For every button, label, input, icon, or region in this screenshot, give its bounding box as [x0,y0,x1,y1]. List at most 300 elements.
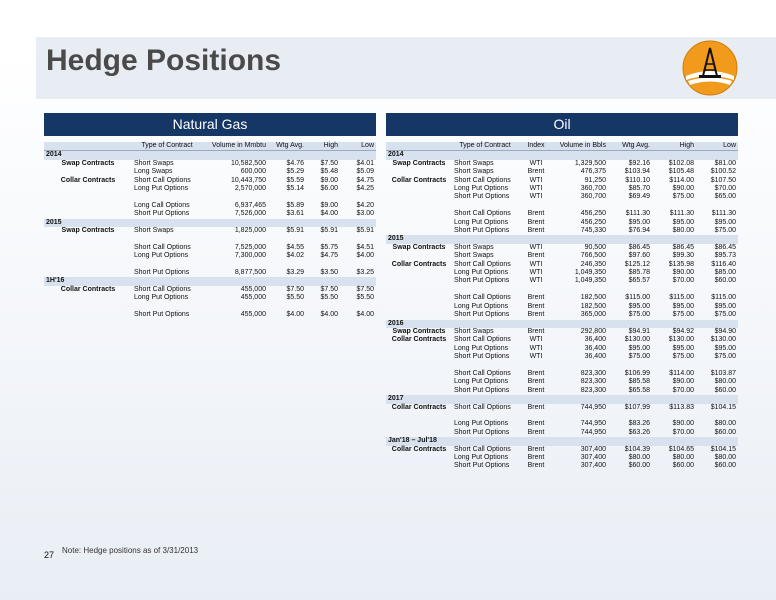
low-cell: $75.00 [714,311,736,319]
high-cell: $75.00 [672,353,694,361]
table-row [386,303,738,311]
contract-category [386,294,452,302]
year-row [386,395,738,403]
weighted-average-cell: $75.00 [628,311,650,319]
volume-cell: 455,000 [240,311,266,319]
high-cell: $90.00 [672,420,694,428]
high-cell: $99.30 [672,252,694,260]
contract-type: Short Call Options [454,403,511,411]
table-row [44,252,376,260]
weighted-average-cell: $5.14 [286,185,304,193]
column-header: Type of Contract [132,142,202,151]
table-row [386,387,738,395]
high-cell: $95.00 [672,344,694,352]
high-cell: $95.00 [672,218,694,226]
high-cell: $4.00 [320,210,338,218]
natural-gas-table [44,142,376,319]
weighted-average-cell: $3.29 [286,269,304,277]
index-cell: Brent [527,428,545,436]
volume-cell: 455,000 [240,294,266,302]
high-cell: $4.00 [320,311,338,319]
weighted-average-cell: $63.26 [628,428,650,436]
weighted-average-cell: $5.91 [286,227,304,235]
contract-category [386,462,452,470]
contract-category [44,311,132,319]
low-cell: $75.00 [714,227,736,235]
volume-cell: 365,000 [580,311,606,319]
volume-cell: 2,570,000 [234,185,266,193]
table-row [386,336,738,344]
column-header: Low [340,142,376,151]
low-cell: $4.00 [356,311,374,319]
contract-category [386,370,452,378]
table-row [44,286,376,294]
low-cell: $116.40 [711,260,736,268]
contract-type: Long Put Options [454,269,509,277]
volume-cell: 182,500 [580,302,606,310]
contract-type: Short Swaps [454,252,494,260]
low-cell: $4.25 [356,185,374,193]
high-cell: $7.50 [320,285,338,293]
year-row [44,151,376,160]
low-cell: $80.00 [714,453,736,461]
high-cell: $114.00 [669,369,694,377]
contract-type: Long Put Options [454,453,509,461]
contract-type: Long Put Options [454,218,509,226]
year-row [386,320,738,328]
table-row [386,177,738,185]
weighted-average-cell: $83.26 [628,420,650,428]
contract-type: Short Call Options [454,176,511,184]
volume-cell: 8,877,500 [234,269,266,277]
year-row [386,235,738,243]
column-header: Low [696,142,738,151]
spacer-row [386,362,738,370]
contract-category [386,168,452,176]
weighted-average-cell: $95.00 [628,344,650,352]
weighted-average-cell: $75.00 [628,353,650,361]
high-cell: $70.00 [672,386,694,394]
index-cell: Brent [527,218,545,226]
high-cell: $102.08 [668,159,694,167]
weighted-average-cell: $104.39 [624,445,650,453]
column-header: Volume in Mmbtu [202,142,268,151]
index-cell: WTI [529,185,543,193]
weighted-average-cell: $107.99 [624,403,650,411]
contract-category: Collar Contracts [391,176,447,184]
volume-cell: 36,400 [584,353,606,361]
table-row [386,328,738,336]
weighted-average-cell: $86.45 [628,243,650,251]
index-cell: Brent [527,210,545,218]
volume-cell: 1,049,350 [574,277,606,285]
contract-type: Short Put Options [134,269,190,277]
contract-category [386,185,452,193]
oil-table [386,142,738,471]
index-cell: Brent [527,294,545,302]
table-row [386,462,738,470]
table-row [386,168,738,176]
weighted-average-cell: $115.00 [625,294,650,302]
spacer-row [44,193,376,201]
low-cell: $5.50 [356,294,374,302]
weighted-average-cell: $130.00 [624,336,650,344]
contract-category: Collar Contracts [391,336,447,344]
low-cell: $86.45 [714,243,736,251]
weighted-average-cell: $106.99 [624,369,650,377]
weighted-average-cell: $4.76 [286,159,304,167]
contract-category [44,252,132,260]
contract-category [44,185,132,193]
index-cell: WTI [529,277,543,285]
high-cell: $70.00 [672,428,694,436]
low-cell: $81.00 [714,159,736,167]
contract-type: Short Call Options [454,260,511,268]
weighted-average-cell: $103.94 [624,168,650,176]
volume-cell: 10,443,750 [230,176,266,184]
low-cell: $94.90 [714,327,736,335]
low-cell: $70.00 [714,185,736,193]
volume-cell: 456,250 [580,210,606,218]
table-row [386,193,738,201]
volume-cell: 455,000 [240,285,266,293]
weighted-average-cell: $69.49 [628,193,650,201]
contract-type: Short Call Options [454,294,511,302]
high-cell: $80.00 [672,227,694,235]
low-cell: $130.00 [710,336,736,344]
high-cell: $90.00 [672,378,694,386]
contract-category [386,311,452,319]
index-cell: Brent [527,403,545,411]
volume-cell: 823,300 [580,369,606,377]
high-cell: $114.00 [669,176,694,184]
weighted-average-cell: $111.30 [625,210,650,218]
table-row [386,252,738,260]
column-category [386,142,452,151]
table-row [44,210,376,218]
volume-cell: 476,375 [580,168,606,176]
volume-cell: 7,526,000 [234,210,266,218]
column-header: High [652,142,696,151]
index-cell: Brent [527,369,545,377]
low-cell: $5.09 [356,168,374,176]
contract-category [386,252,452,260]
contract-category: Swap Contracts [392,327,446,335]
index-cell: WTI [529,344,543,352]
spacer-cell [44,235,376,243]
spacer-row [386,202,738,210]
table-row [44,311,376,319]
volume-cell: 307,400 [580,453,606,461]
table-row [386,269,738,277]
table-row [386,420,738,428]
volume-cell: 307,400 [580,462,606,470]
spacer-cell [44,261,376,269]
volume-cell: 823,300 [580,378,606,386]
table-row [386,185,738,193]
weighted-average-cell: $85.70 [628,185,650,193]
index-cell: Brent [527,445,545,453]
contract-type: Short Put Options [454,353,510,361]
contract-type: Short Put Options [454,227,510,235]
table-row [386,353,738,361]
weighted-average-cell: $5.89 [286,201,304,209]
index-cell: WTI [529,269,543,277]
high-cell: $9.00 [320,201,338,209]
contract-type: Short Call Options [454,369,511,377]
contract-category [386,345,452,353]
volume-cell: 36,400 [584,336,606,344]
index-cell: WTI [529,336,543,344]
contract-category: Collar Contracts [60,176,116,184]
year-label: 2014 [386,151,738,160]
volume-cell: 744,950 [580,428,606,436]
index-cell: Brent [527,311,545,319]
column-header: Wtg Avg. [268,142,306,151]
volume-cell: 246,350 [580,260,606,268]
low-cell: $95.73 [714,252,736,260]
low-cell: $107.50 [710,176,736,184]
table-row [386,429,738,437]
low-cell: $85.00 [714,269,736,277]
contract-category [386,353,452,361]
table-row [386,370,738,378]
low-cell: $115.00 [711,294,736,302]
spacer-row [44,235,376,243]
low-cell: $111.30 [711,210,736,218]
contract-category [44,244,132,252]
contract-type: Long Put Options [134,252,189,260]
contract-category [386,387,452,395]
weighted-average-cell: $65.57 [628,277,650,285]
volume-cell: 182,500 [580,294,606,302]
volume-cell: 745,330 [580,227,606,235]
table-row [386,311,738,319]
weighted-average-cell: $4.00 [286,311,304,319]
weighted-average-cell: $85.58 [628,378,650,386]
high-cell: $60.00 [672,462,694,470]
low-cell: $80.00 [714,378,736,386]
contract-type: Short Put Options [454,428,510,436]
contract-type: Short Call Options [134,176,191,184]
index-cell: Brent [527,302,545,310]
volume-cell: 36,400 [584,344,606,352]
high-cell: $104.65 [668,445,694,453]
table-row [386,277,738,285]
contract-type: Short Swaps [454,327,494,335]
table-row [386,294,738,302]
table-row [44,202,376,210]
contract-type: Short Call Options [454,445,511,453]
table-row [44,244,376,252]
table-row [44,269,376,277]
year-label: 2016 [386,320,738,328]
contract-category: Collar Contracts [391,403,447,411]
weighted-average-cell: $110.10 [625,176,650,184]
contract-type: Short Put Options [454,193,510,201]
table-row [44,177,376,185]
contract-type: Long Put Options [454,185,509,193]
low-cell: $4.20 [356,201,374,209]
spacer-cell [386,286,738,294]
table-row [386,404,738,412]
volume-cell: 456,250 [580,218,606,226]
weighted-average-cell: $95.00 [628,302,650,310]
weighted-average-cell: $60.00 [628,462,650,470]
contract-type: Long Put Options [134,185,189,193]
low-cell: $3.00 [356,210,374,218]
contract-type: Short Put Options [134,210,190,218]
contract-category [386,277,452,285]
contract-type: Short Swaps [454,168,494,176]
volume-cell: 766,500 [580,252,606,260]
contract-type: Long Put Options [454,344,509,352]
low-cell: $60.00 [714,462,736,470]
low-cell: $4.00 [356,252,374,260]
volume-cell: 6,937,465 [234,201,266,209]
index-cell: Brent [527,252,545,260]
contract-type: Short Swaps [454,243,494,251]
spacer-cell [386,202,738,210]
contract-category: Swap Contracts [61,159,115,167]
index-cell: Brent [527,168,545,176]
weighted-average-cell: $95.00 [628,218,650,226]
volume-cell: 7,525,000 [234,243,266,251]
index-cell: WTI [529,260,543,268]
contract-type: Short Swaps [134,227,174,235]
low-cell: $4.75 [356,176,374,184]
year-label: 1H'16 [44,277,376,285]
weighted-average-cell: $4.02 [286,252,304,260]
contract-category [386,420,452,428]
low-cell: $75.00 [714,353,736,361]
column-header: Wtg Avg. [608,142,652,151]
weighted-average-cell: $80.00 [628,453,650,461]
index-cell: Brent [527,327,545,335]
low-cell: $95.00 [714,344,736,352]
contract-category [386,219,452,227]
low-cell: $95.00 [714,218,736,226]
contract-type: Short Put Options [134,311,190,319]
contract-category [44,210,132,218]
volume-cell: 307,400 [580,445,606,453]
year-label: 2015 [386,235,738,243]
spacer-cell [44,193,376,201]
table-row [386,227,738,235]
contract-type: Long Call Options [134,201,190,209]
contract-category [386,378,452,386]
volume-cell: 360,700 [580,193,606,201]
high-cell: $113.83 [669,403,694,411]
volume-cell: 1,825,000 [234,227,266,235]
spacer-row [44,261,376,269]
volume-cell: 744,950 [580,420,606,428]
weighted-average-cell: $76.94 [628,227,650,235]
spacer-row [44,303,376,311]
low-cell: $60.00 [714,386,736,394]
volume-cell: 91,250 [584,176,606,184]
low-cell: $60.00 [714,428,736,436]
table-row [44,160,376,168]
contract-type: Short Put Options [454,386,510,394]
spacer-cell [386,412,738,420]
column-header: Volume in Bbls [554,142,608,151]
weighted-average-cell: $92.16 [628,159,650,167]
low-cell: $80.00 [714,420,736,428]
high-cell: $111.30 [669,210,694,218]
volume-cell: 1,049,350 [574,269,606,277]
year-row [386,437,738,445]
contract-category [386,269,452,277]
high-cell: $135.98 [668,260,694,268]
high-cell: $95.00 [672,302,694,310]
high-cell: $130.00 [668,336,694,344]
table-row [44,168,376,176]
high-cell: $90.00 [672,185,694,193]
index-cell: Brent [527,227,545,235]
high-cell: $90.00 [672,269,694,277]
column-header: Type of Contract [452,142,518,151]
index-cell: Brent [527,378,545,386]
high-cell: $5.48 [320,168,338,176]
high-cell: $4.75 [320,252,338,260]
contract-category: Swap Contracts [61,227,115,235]
high-cell: $3.50 [320,269,338,277]
table-row [386,261,738,269]
year-row [386,151,738,160]
high-cell: $9.00 [320,176,338,184]
column-header: Index [518,142,554,151]
high-cell: $5.50 [320,294,338,302]
high-cell: $6.00 [320,185,338,193]
index-cell: WTI [529,353,543,361]
index-cell: WTI [529,243,543,251]
volume-cell: 1,329,500 [574,159,606,167]
low-cell: $7.50 [356,285,374,293]
high-cell: $86.45 [672,243,694,251]
high-cell: $70.00 [672,277,694,285]
low-cell: $60.00 [714,277,736,285]
contract-type: Short Put Options [454,277,510,285]
volume-cell: 7,300,000 [234,252,266,260]
index-cell: WTI [529,193,543,201]
company-logo-icon [682,40,738,96]
weighted-average-cell: $125.12 [624,260,650,268]
weighted-average-cell: $4.55 [286,243,304,251]
high-cell: $115.00 [669,294,694,302]
volume-cell: 90,500 [584,243,606,251]
contract-category [386,429,452,437]
contract-category [44,168,132,176]
table-row [386,345,738,353]
table-row [386,210,738,218]
table-row [44,227,376,235]
natural-gas-panel-title: Natural Gas [44,113,376,136]
contract-category: Collar Contracts [60,285,116,293]
table-row [44,294,376,302]
low-cell: $3.25 [356,269,374,277]
low-cell: $103.87 [710,369,736,377]
weighted-average-cell: $65.58 [628,386,650,394]
high-cell: $94.92 [672,327,694,335]
contract-type: Short Call Options [134,285,191,293]
index-cell: WTI [529,176,543,184]
year-label: 2014 [44,151,376,160]
contract-category [386,227,452,235]
table-row [386,219,738,227]
contract-type: Short Put Options [454,462,510,470]
weighted-average-cell: $97.60 [628,252,650,260]
